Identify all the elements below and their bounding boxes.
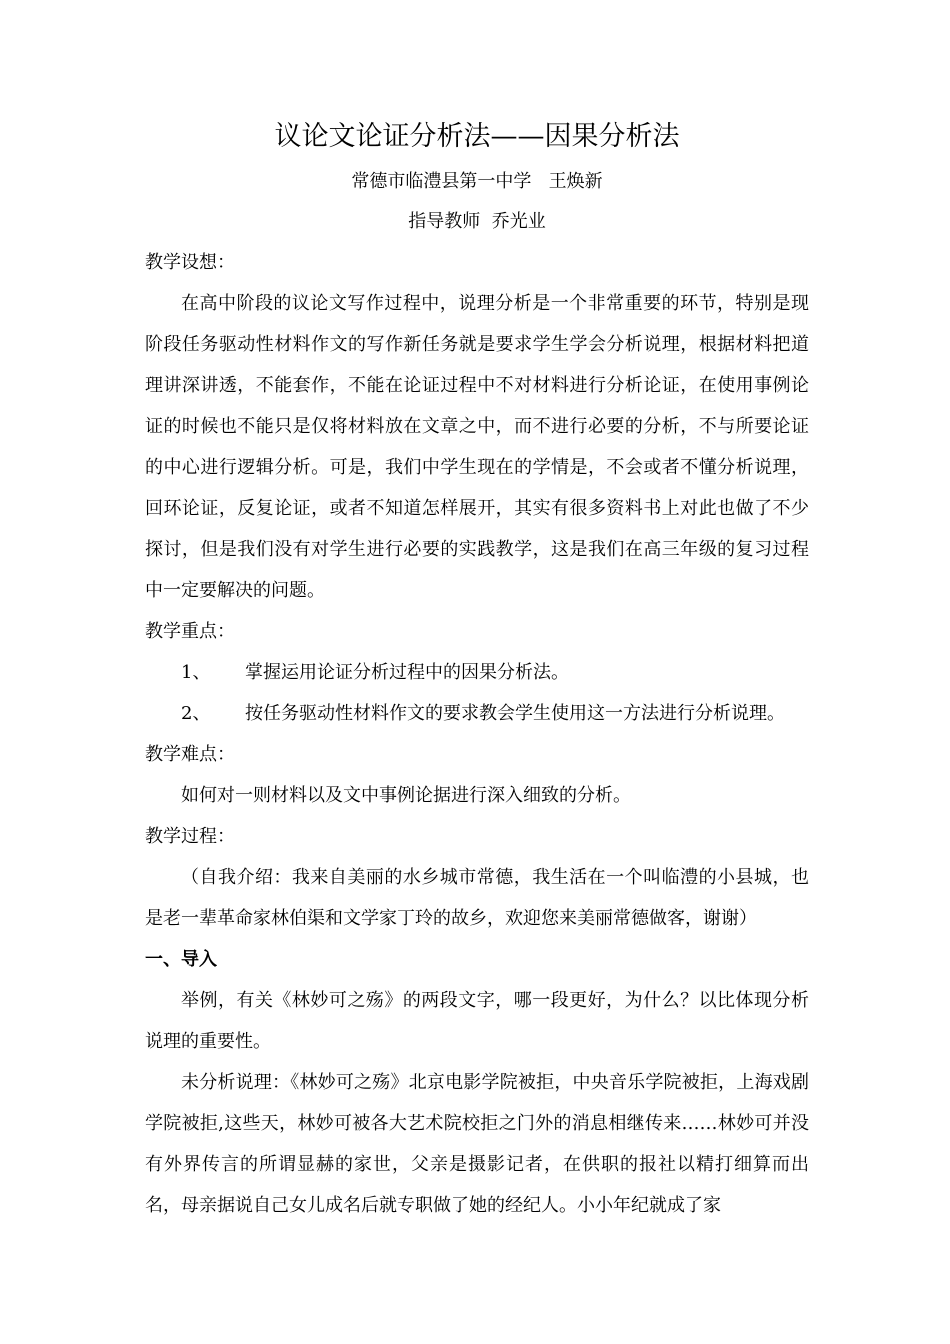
key-point-text: 掌握运用论证分析过程中的因果分析法。	[245, 662, 569, 683]
section-design-label: 教学设想：	[145, 252, 235, 273]
key-point-item	[145, 693, 809, 734]
key-point-text: 按任务驱动性材料作文的要求教会学生使用这一方法进行分析说理。	[245, 703, 785, 724]
unanalyzed-paragraph: 未分析说理：《林妙可之殇》北京电影学院被拒，中央音乐学院被拒，上海戏剧学院被拒,这些天，林妙可被各大艺术院校拒之门外的消息相继传来……林妙可并没有外界传言的所谓显赫的家世，父亲是摄影记者，在供职的报社以精打细算而出名，母亲据说自己女儿成名后就专职做了她的经纪人。小小年纪就成了家	[145, 1072, 809, 1216]
difficulty-paragraph: 如何对一则材料以及文中事例论据进行深入细致的分析。	[181, 785, 631, 806]
section-process-label: 教学过程：	[145, 826, 235, 847]
section-key-label: 教学重点：	[145, 621, 235, 642]
intro-paragraph: （自我介绍：我来自美丽的水乡城市常德，我生活在一个叫临澧的小县城，也是老一辈革命家林伯渠和文学家丁玲的故乡，欢迎您来美丽常德做客，谢谢）	[145, 867, 809, 929]
example-paragraph: 举例，有关《林妙可之殇》的两段文字，哪一段更好，为什么？以比体现分析说理的重要性。	[145, 990, 809, 1052]
section-difficulty-label: 教学难点：	[145, 744, 235, 765]
author-line: 常德市临澧县第一中学 王焕新	[351, 171, 603, 192]
key-point-number: 1、	[181, 662, 211, 683]
key-point-number: 2、	[181, 703, 211, 724]
key-point-item	[145, 652, 809, 693]
advisor-line: 指导教师 乔光业	[408, 211, 546, 232]
document-title: 议论文论证分析法——因果分析法	[274, 121, 680, 152]
part-one-heading: 一、导入	[145, 949, 217, 970]
document-page	[145, 112, 809, 1226]
design-paragraph: 在高中阶段的议论文写作过程中，说理分析是一个非常重要的环节，特别是现阶段任务驱动性材料作文的写作新任务就是要求学生学会分析说理，根据材料把道理讲深讲透，不能套作，不能在论证过程中不对材料进行分析论证，在使用事例论证的时候也不能只是仅将材料放在文章之中，而不进行必要的分析，不与所要论证的中心进行逻辑分析。可是，我们中学生现在的学情是，不会或者不懂分析说理，回环论证，反复论证，或者不知道怎样展开，其实有很多资料书上对此也做了不少探讨，但是我们没有对学生进行必要的实践教学，这是我们在高三年级的复习过程中一定要解决的问题。	[145, 293, 809, 601]
